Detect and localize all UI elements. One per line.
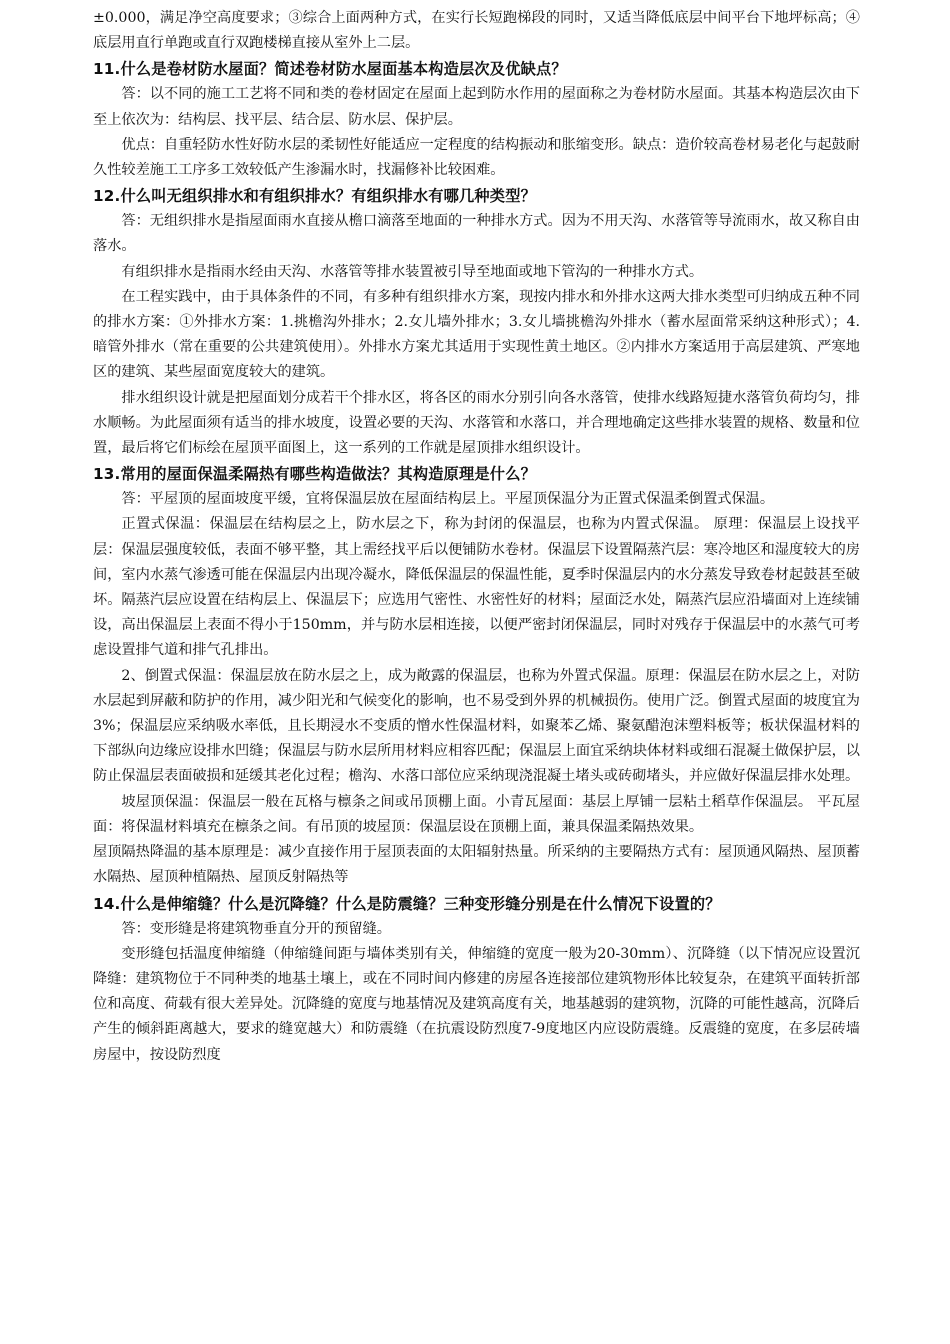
paragraph: 有组织排水是指雨水经由天沟、水落管等排水装置被引导至地面或地下管沟的一种排水方式。: [121, 263, 704, 280]
paragraph: 变形缝包括温度伸缩缝（伸缩缝间距与墙体类别有关，伸缩缝的宽度一般为20-30mm）、沉降缝（以下情况应设置沉降缝：建筑物位于不同种类的地基土壤上，或在不同时间内修建的房屋各连接部位建筑物形体比较复杂，在建筑平面转折部位和高度、荷载有很大差异处。沉降缝的宽度与地基情况及建筑高度有关，地基越弱的建筑物，沉降的可能性越高，沉降后产生的倾斜距离越大，要求的缝宽越大）和防震缝（在抗震设防烈度7-9度地区内应设防震缝。反震缝的宽度，在多层砖墙房屋中，按设防烈度: [93, 945, 860, 1063]
paragraph: 优点：自重轻防水性好防水层的柔韧性好能适应一定程度的结构振动和胀缩变形。缺点：造价较高卷材易老化与起鼓耐久性较差施工工序多工效较低产生渗漏水时，找漏修补比较困难。: [93, 136, 860, 179]
paragraph: ±0.000，满足净空高度要求；③综合上面两种方式，在实行长短跑梯段的同时，又适当降低底层中间平台下地坪标高；④底层用直行单跑或直行双跑楼梯直接从室外上二层。: [93, 10, 860, 52]
paragraph: 答：平屋顶的屋面坡度平缓，宜将保温层放在屋面结构层上。平屋顶保温分为正置式保温柔倒置式保温。: [121, 491, 775, 508]
question-heading-13: 13.常用的屋面保温柔隔热有哪些构造做法？其构造原理是什么？: [93, 465, 536, 484]
question-heading-14: 14.什么是伸缩缝？什么是沉降缝？什么是防震缝？三种变形缝分别是在什么情况下设置的？: [93, 894, 721, 913]
paragraph: 正置式保温：保温层在结构层之上，防水层之下，称为封闭的保温层，也称为内置式保温。 原理：保温层上设找平层：保温层强度较低，表面不够平整，其上需经找平后以便铺防水卷材。保温层下设置隔蒸汽层：寒冷地区和湿度较大的房间，室内水蒸气渗透可能在保温层内出现冷凝水，降低保温层的保温性能，夏季时保温层内的水分蒸发导致卷材起鼓甚至破坏。隔蒸汽层应设置在结构层上、保温层下；应选用气密性、水密性好的材料；屋面泛水处，隔蒸汽层应沿墙面对上连续铺设，高出保温层上表面不得小于150mm，并与防水层相连接，以便严密封闭保温层，同时对残存于保温层中的水蒸气可考虑设置排气道和排气孔排出。: [93, 516, 860, 659]
paragraph: 答：变形缝是将建筑物垂直分开的预留缝。: [121, 920, 391, 937]
paragraph: 坡屋顶保温：保温层一般在瓦格与檩条之间或吊顶棚上面。小青瓦屋面：基层上厚铺一层粘土稻草作保温层。 平瓦屋面：将保温材料填充在檩条之间。有吊顶的坡屋顶：保温层设在顶棚上面，兼具保温柔隔热效果。: [93, 793, 860, 835]
paragraph: 排水组织设计就是把屋面划分成若干个排水区，将各区的雨水分别引向各水落管，使排水线路短捷水落管负荷均匀，排水顺畅。为此屋面须有适当的排水坡度，设置必要的天沟、水落管和水落口，并合理地确定这些排水装置的规格、数量和位置，最后将它们标绘在屋顶平面图上，这一系列的工作就是屋顶排水组织设计。: [93, 389, 860, 457]
paragraph: 屋顶隔热降温的基本原理是：减少直接作用于屋顶表面的太阳辐射热量。所采纳的主要隔热方式有：屋顶通风隔热、屋顶蓄水隔热、屋顶种植隔热、屋顶反射隔热等: [93, 844, 860, 886]
paragraph: 答：以不同的施工工艺将不同和类的卷材固定在屋面上起到防水作用的屋面称之为卷材防水屋面。其基本构造层次由下至上依次为：结构层、找平层、结合层、防水层、保护层。: [93, 86, 860, 128]
paragraph: 答：无组织排水是指屋面雨水直接从檐口滴落至地面的一种排水方式。因为不用天沟、水落管等导流雨水，故又称自由落水。: [93, 213, 860, 255]
paragraph: 在工程实践中，由于具体条件的不同，有多种有组织排水方案，现按内排水和外排水这两大排水类型可归纳成五种不同的排水方案：①外排水方案：1.挑檐沟外排水；2.女儿墙外排水；3.女儿墙挑檐沟外排水（蓄水屋面常采纳这种形式）；4.暗管外排水（常在重要的公共建筑使用）。外排水方案尤其适用于实现性黄土地区。②内排水方案适用于高层建筑、严寒地区的建筑、某些屋面宽度较大的建筑。: [93, 288, 860, 381]
question-heading-12: 12.什么叫无组织排水和有组织排水？有组织排水有哪几种类型？: [93, 187, 536, 206]
paragraph: 2、倒置式保温：保温层放在防水层之上，成为敞露的保温层，也称为外置式保温。原理：保温层在防水层之上，对防水层起到屏蔽和防护的作用，减少阳光和气候变化的影响，也不易受到外界的机械损伤。使用广泛。倒置式屋面的坡度宜为3%；保温层应采纳吸水率低，且长期浸水不变质的憎水性保温材料，如聚苯乙烯、聚氨醋泡沫塑料板等；板状保温材料的下部纵向边缘应设排水凹缝；保温层与防水层所用材料应相容匹配；保温层上面宜采纳块体材料或细石混凝土做保护层，以防止保温层表面破损和延缓其老化过程；檐沟、水落口部位应采纳现浇混凝土堵头或砖砌堵头，并应做好保温层排水处理。: [93, 667, 860, 785]
question-heading-11: 11.什么是卷材防水屋面？简述卷材防水屋面基本构造层次及优缺点？: [93, 60, 567, 79]
